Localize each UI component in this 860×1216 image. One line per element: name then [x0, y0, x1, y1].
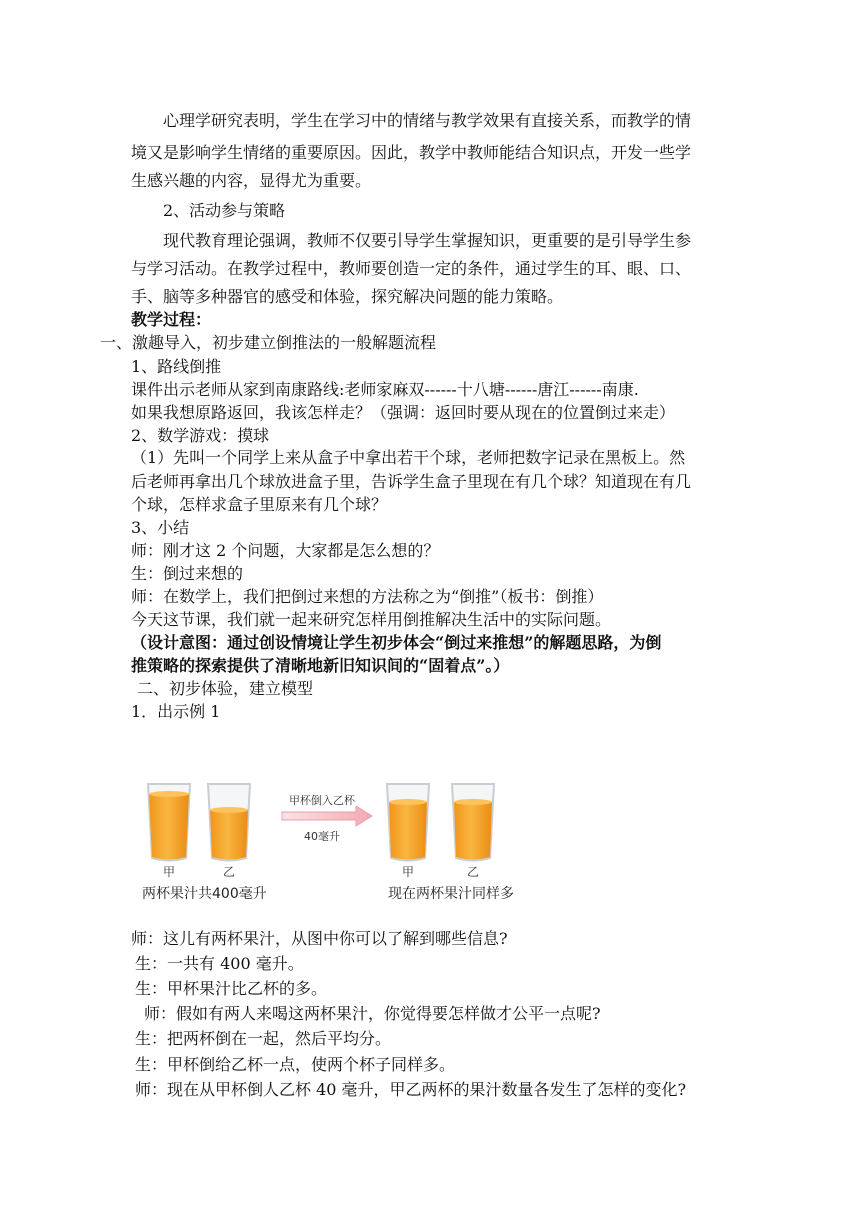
dialogue-line: 生：一共有 400 毫升。	[135, 954, 304, 973]
dialogue-line: 师：刚才这 2 个问题，大家都是怎么想的？	[131, 541, 440, 560]
dialogue-line: 师：现在从甲杯倒人乙杯 40 毫升，甲乙两杯的果汁数量各发生了怎样的变化?	[135, 1080, 687, 1099]
summary-heading: 3、小结	[131, 518, 190, 537]
dialogue-line: 师：在数学上，我们把倒过来想的方法称之为“倒推”（板书：倒推）	[131, 587, 604, 606]
cup-label-yi: 乙	[466, 865, 480, 879]
para1-line2: 境又是影响学生情绪的重要原因。因此，教学中教师能结合知识点，开发一些学	[131, 143, 692, 162]
arrow-top-label: 甲杯倒入乙杯	[289, 794, 355, 807]
section1-heading: 一、激趣导入，初步建立倒推法的一般解题流程	[100, 333, 437, 352]
cup-label-jia: 甲	[401, 865, 415, 879]
dialogue-line: 生：甲杯果汁比乙杯的多。	[135, 979, 328, 998]
dialogue-line: 师：这儿有两杯果汁，从图中你可以了解到哪些信息?	[131, 929, 508, 948]
cup-label-jia: 甲	[162, 865, 176, 879]
arrow-right-icon	[282, 806, 372, 826]
design-intent-line1: （设计意图：通过创设情境让学生初步体会“倒过来推想”的解题思路，为倒	[131, 633, 662, 652]
example1-heading: 1．出示例 1	[131, 702, 221, 721]
design-intent-line2: 推策略的探索提供了清晰地新旧知识间的“固着点”。）	[131, 656, 510, 675]
route-line2: 如果我想原路返回，我该怎样走？（强调：返回时要从现在的位置倒过来走）	[131, 403, 676, 422]
math-game-heading: 2、数学游戏：摸球	[131, 426, 270, 445]
game-line2: 后老师再拿出几个球放进盒子里，告诉学生盒子里现在有几个球？知道现在有几	[131, 472, 692, 491]
cup-jia-right-icon	[387, 784, 429, 861]
arrow-bottom-label: 40毫升	[304, 830, 340, 843]
route-reverse-heading: 1、路线倒推	[131, 357, 222, 376]
cup-yi-left-icon	[208, 784, 250, 861]
heading-activity-strategy: 2、活动参与策略	[163, 201, 286, 220]
section2-heading: 二、初步体验，建立模型	[137, 679, 314, 698]
dialogue-line: 生：甲杯倒给乙杯一点，使两个杯子同样多。	[135, 1055, 456, 1074]
para2-line1: 现代教育理论强调，教师不仅要引导学生掌握知识，更重要的是引导学生参	[163, 231, 692, 250]
juice-cups-figure	[130, 770, 530, 910]
game-line3: 个球，怎样求盒子里原来有几个球？	[131, 495, 388, 514]
para1-line1: 心理学研究表明，学生在学习中的情绪与教学效果有直接关系，而教学的情	[163, 111, 692, 130]
teaching-process-heading: 教学过程：	[131, 310, 212, 329]
para1-line3: 生感兴趣的内容，显得尤为重要。	[131, 171, 372, 190]
cup-yi-right-icon	[452, 784, 494, 861]
dialogue-line: 今天这节课，我们就一起来研究怎样用倒推解决生活中的实际问题。	[131, 610, 612, 629]
cup-label-yi: 乙	[222, 865, 236, 879]
dialogue-line: 师：假如有两人来喝这两杯果汁，你觉得要怎样做才公平一点呢?	[144, 1004, 601, 1023]
cup-jia-left-icon	[148, 784, 190, 861]
route-line1: 课件出示老师从家到南康路线:老师家麻双------十八塘------唐江------南康.	[131, 380, 639, 399]
left-caption: 两杯果汁共400毫升	[142, 886, 267, 902]
para2-line2: 与学习活动。在教学过程中，教师要创造一定的条件，通过学生的耳、眼、口、	[131, 259, 692, 278]
right-caption: 现在两杯果汁同样多	[388, 886, 514, 902]
game-line1: （1）先叫一个同学上来从盒子中拿出若干个球，老师把数字记录在黑板上。然	[131, 448, 686, 467]
dialogue-line: 生：把两杯倒在一起，然后平均分。	[135, 1029, 392, 1048]
dialogue-line: 生：倒过来想的	[131, 564, 244, 583]
para2-line3: 手、脑等多种器官的感受和体验，探究解决问题的能力策略。	[131, 287, 564, 306]
